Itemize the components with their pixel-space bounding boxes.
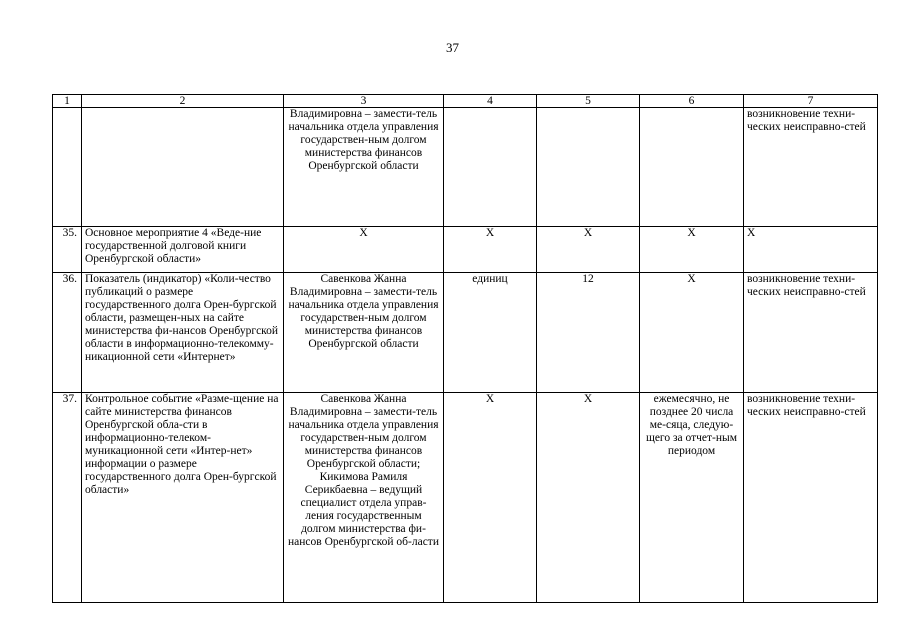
- row-value: Х: [537, 393, 640, 603]
- plan-table: [52, 94, 878, 603]
- table-row: [53, 393, 878, 603]
- table-row: [53, 273, 878, 393]
- row-unit: [444, 108, 537, 227]
- row-risk: возникновение техни-ческих неисправно-стей: [744, 273, 878, 393]
- table-row: [53, 227, 878, 273]
- column-header-1: 1: [53, 95, 82, 108]
- row-responsible: Савенкова Жанна Владимировна – замести-тель начальника отдела управления государствен-ным долгом министерства финансов Оренбургской области; Кикимова Рамиля Серикбаевна – ведущий специалист отдела управ-ления государственным долгом министерства фи-нансов Оренбургской об-ласти: [284, 393, 444, 603]
- page-number: 37: [446, 40, 459, 55]
- row-risk: возникновение техни-ческих неисправно-стей: [744, 393, 878, 603]
- row-value: [537, 108, 640, 227]
- row-value: Х: [537, 227, 640, 273]
- column-header-6: 6: [640, 95, 744, 108]
- row-unit: Х: [444, 227, 537, 273]
- row-description: [82, 108, 284, 227]
- row-deadline: [640, 108, 744, 227]
- row-description: Контрольное событие «Разме-щение на сайте министерства финансов Оренбургской обла-сти в информационно-телеком-муникационной сети «Интер-нет» информации о размере государственного долга Орен-бургской области»: [82, 393, 284, 603]
- row-risk: Х: [744, 227, 878, 273]
- header-row: [53, 95, 878, 108]
- column-header-3: 3: [284, 95, 444, 108]
- row-deadline: Х: [640, 273, 744, 393]
- row-responsible: Х: [284, 227, 444, 273]
- row-description: Основное мероприятие 4 «Веде-ние государственной долговой книги Оренбургской области»: [82, 227, 284, 273]
- row-description: Показатель (индикатор) «Коли-чество публикаций о размере государственного долга Орен-бургской области, размещен-ных на сайте министерства фи-нансов Оренбургской области в информационно-телекомму-никационной сети «Интернет»: [82, 273, 284, 393]
- table-row: [53, 108, 878, 227]
- row-risk: возникновение техни-ческих неисправно-стей: [744, 108, 878, 227]
- row-unit: Х: [444, 393, 537, 603]
- column-header-2: 2: [82, 95, 284, 108]
- column-header-7: 7: [744, 95, 878, 108]
- column-header-4: 4: [444, 95, 537, 108]
- row-unit: единиц: [444, 273, 537, 393]
- row-value: 12: [537, 273, 640, 393]
- row-number: 35.: [53, 227, 82, 273]
- row-responsible: Савенкова Жанна Владимировна – замести-тель начальника отдела управления государствен-ным долгом министерства финансов Оренбургской области: [284, 273, 444, 393]
- row-deadline: ежемесячно, не позднее 20 числа ме-сяца, следую-щего за отчет-ным периодом: [640, 393, 744, 603]
- row-deadline: Х: [640, 227, 744, 273]
- row-number: [53, 108, 82, 227]
- row-number: 36.: [53, 273, 82, 393]
- row-responsible: Владимировна – замести-тель начальника отдела управления государствен-ным долгом министерства финансов Оренбургской области: [284, 108, 444, 227]
- column-header-5: 5: [537, 95, 640, 108]
- row-number: 37.: [53, 393, 82, 603]
